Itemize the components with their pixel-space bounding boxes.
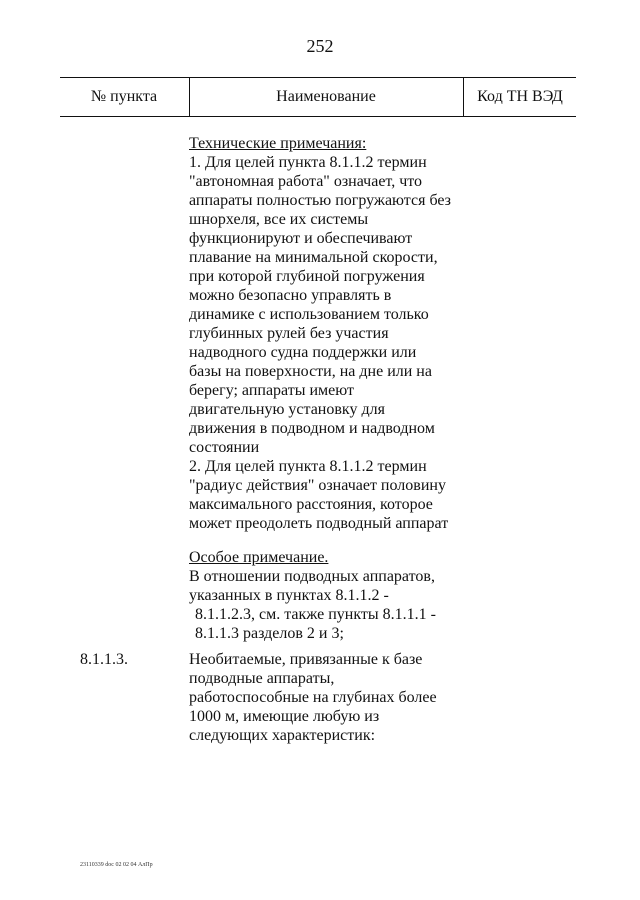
tech-notes-line: может преодолеть подводный аппарат — [189, 515, 449, 532]
item-number: 8.1.1.3. — [80, 651, 128, 668]
tech-notes-line: "автономная работа" означает, что — [189, 173, 423, 190]
tech-notes-line: надводного судна поддержки или — [189, 344, 417, 361]
tech-notes-line: плавание на минимальной скорости, — [189, 249, 438, 266]
item-line: работоспособные на глубинах более — [189, 689, 437, 706]
special-note-heading: Особое примечание. — [189, 549, 329, 566]
tech-notes-line: максимального расстояния, которое — [189, 496, 433, 513]
header-item-number: № пункта — [90, 88, 158, 105]
special-note-line: 8.1.1.3 разделов 2 и 3; — [195, 625, 344, 642]
tech-notes-line: при которой глубиной погружения — [189, 268, 425, 285]
tech-notes-line: базы на поверхности, на дне или на — [189, 363, 432, 380]
tech-notes-line: можно безопасно управлять в — [189, 287, 392, 304]
tech-notes-line: глубинных рулей без участия — [189, 325, 389, 342]
special-note-line: 8.1.1.2.3, см. также пункты 8.1.1.1 - — [195, 606, 436, 623]
item-line: подводные аппараты, — [189, 670, 335, 687]
tech-notes-line: движения в подводном и надводном — [189, 420, 435, 437]
item-line: Необитаемые, привязанные к базе — [189, 651, 423, 668]
page-number: 252 — [306, 36, 334, 56]
tech-notes-line: 1. Для целей пункта 8.1.1.2 термин — [189, 154, 427, 171]
tech-notes-heading: Технические примечания: — [189, 135, 367, 152]
footer-document-code: 23110339 doc 02 02 04 АлПр — [80, 862, 153, 868]
header-bottom-rule — [60, 116, 576, 117]
tech-notes-line: 2. Для целей пункта 8.1.1.2 термин — [189, 458, 427, 475]
item-line: следующих характеристик: — [189, 727, 376, 744]
item-line: 1000 м, имеющие любую из — [189, 708, 380, 725]
tech-notes-line: аппараты полностью погружаются без — [189, 192, 451, 209]
tech-notes-line: функционируют и обеспечивают — [189, 230, 413, 247]
tech-notes-line: "радиус действия" означает половину — [189, 477, 446, 494]
special-note-line: В отношении подводных аппаратов, — [189, 568, 435, 585]
tech-notes-line: состоянии — [189, 439, 260, 456]
header-code: Код ТН ВЭД — [477, 88, 563, 105]
tech-notes-line: динамике с использованием только — [189, 306, 429, 323]
special-note-line: указанных в пунктах 8.1.1.2 - — [189, 587, 389, 604]
header-name: Наименование — [276, 88, 376, 105]
tech-notes-line: двигательную установку для — [189, 401, 385, 418]
tech-notes-line: берегу; аппараты имеют — [189, 382, 354, 399]
tech-notes-line: шнорхеля, все их системы — [189, 211, 369, 228]
